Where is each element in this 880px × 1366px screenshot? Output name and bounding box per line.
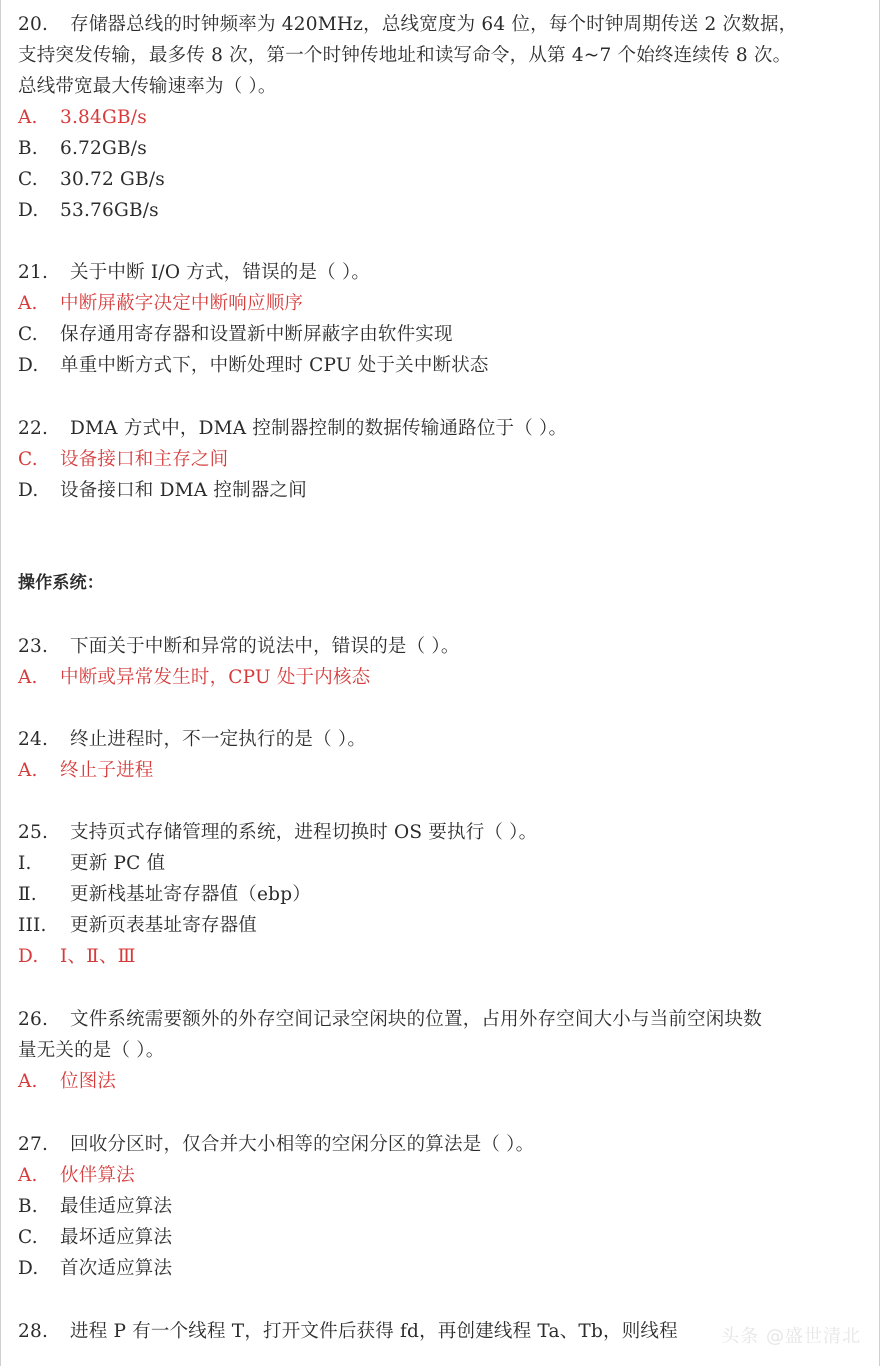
q27-option-c: C. 最坏适应算法 [18, 1227, 173, 1248]
question-22: 22. DMA 方式中，DMA 控制器控制的数据传输通路位于（ ）。 [18, 418, 568, 439]
q20-option-b: B. 6.72GB/s [18, 138, 147, 159]
question-27: 27. 回收分区时，仅合并大小相等的空闲分区的算法是（ ）。 [18, 1134, 535, 1155]
question-number: 20. [18, 14, 49, 35]
question-28: 28. 进程 P 有一个线程 T，打开文件后获得 fd，再创建线程 Ta、Tb，则线程 [18, 1321, 678, 1342]
question-23: 23. 下面关于中断和异常的说法中，错误的是（ ）。 [18, 636, 460, 657]
q21-option-c: C. 保存通用寄存器和设置新中断屏蔽字由软件实现 [18, 324, 453, 345]
question-text: 存储器总线的时钟频率为 420MHz，总线宽度为 64 位，每个时钟周期传送 2 次数据， [70, 14, 798, 35]
watermark: 头条 @盛世清北 [721, 1326, 861, 1347]
q27-option-d: D. 首次适应算法 [18, 1258, 173, 1279]
q27-option-a: A. 伙伴算法 [18, 1165, 135, 1186]
q25-item-3: III. 更新页表基址寄存器值 [18, 915, 258, 936]
q24-option-a: A. 终止子进程 [18, 760, 154, 781]
question-20-line-2: 支持突发传输，最多传 8 次，第一个时钟传地址和读写命令，从第 4~7 个始终连续传 8 次。 [18, 45, 792, 66]
q27-option-b: B. 最佳适应算法 [18, 1196, 173, 1217]
question-26-line-1: 26. 文件系统需要额外的外存空间记录空闲块的位置，占用外存空间大小与当前空闲块数 [18, 1009, 762, 1030]
q20-option-d: D. 53.76GB/s [18, 200, 159, 221]
question-21: 21. 关于中断 I/O 方式，错误的是（ ）。 [18, 262, 371, 283]
question-26-line-2: 量无关的是（ ）。 [18, 1040, 165, 1061]
q22-option-c: C. 设备接口和主存之间 [18, 449, 229, 470]
question-25: 25. 支持页式存储管理的系统，进程切换时 OS 要执行（ ）。 [18, 822, 538, 843]
q22-option-d: D. 设备接口和 DMA 控制器之间 [18, 480, 307, 501]
q26-option-a: A. 位图法 [18, 1071, 117, 1092]
q20-option-c: C. 30.72 GB/s [18, 169, 165, 190]
section-heading-os: 操作系统： [18, 573, 104, 593]
q25-item-2: Ⅱ. 更新栈基址寄存器值（ebp） [18, 884, 311, 905]
q20-option-a: A. 3.84GB/s [18, 107, 147, 128]
q21-option-a: A. 中断屏蔽字决定中断响应顺序 [18, 293, 304, 314]
q21-option-d: D. 单重中断方式下，中断处理时 CPU 处于关中断状态 [18, 355, 489, 376]
question-20-line-3: 总线带宽最大传输速率为（ ）。 [18, 76, 277, 97]
q25-option-d: D. Ⅰ、Ⅱ、Ⅲ [18, 946, 136, 967]
q23-option-a: A. 中断或异常发生时，CPU 处于内核态 [18, 667, 371, 688]
question-24: 24. 终止进程时，不一定执行的是（ ）。 [18, 729, 367, 750]
q25-item-1: Ⅰ. 更新 PC 值 [18, 853, 166, 874]
question-20-line-1 [18, 9, 859, 40]
